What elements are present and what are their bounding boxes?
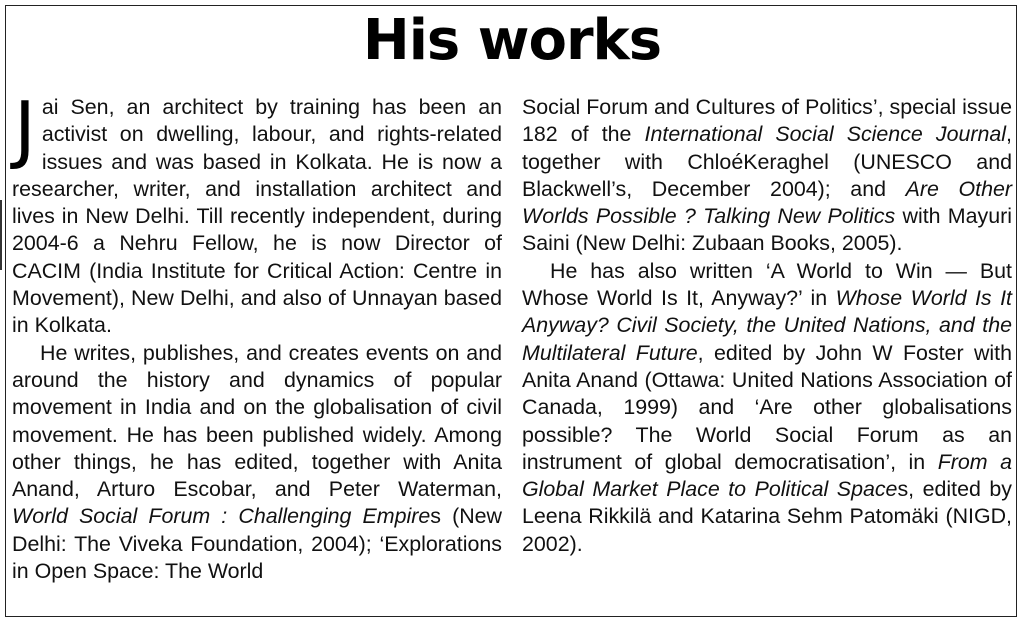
book-title-other-worlds: Are Other Worlds Possible ? Talking New Politics <box>522 176 1012 229</box>
book-title-wsf: World Social Forum : Challenging Empire <box>12 504 431 529</box>
publications-cont-text: Social Forum and Cultures of Politics’, special issue 182 of the <box>522 95 1012 147</box>
book-title-global-market: From a Global Market Place to Political Space <box>522 449 1012 502</box>
publications-text: He writes, publishes, and creates events on and around the history and dynamics of popular movement in India and on the globalisation of civil movement. He has been published widely. Among other things, he has edited, together with Anita Anand, Arturo Escobar, and Peter Waterman, <box>12 340 502 502</box>
publications-cont-text-3: with Mayuri Saini (New Delhi: Zubaan Books, 2005). <box>522 204 1012 256</box>
writings-text-3: s, edited by Leena Rikkilä and Katarina Sehm Patomäki (NIGD, 2002). <box>522 477 1012 556</box>
drop-cap: J <box>14 86 36 172</box>
publications-cont-text-2: , together with ChloéKeraghel (UNESCO and Blackwell’s, December 2004); and <box>522 122 1012 201</box>
publications-text-cont: s (New Delhi: The Viveka Foundation, 2004); ‘Explorations in Open Space: The World <box>12 504 502 584</box>
paragraph-writings <box>522 258 1012 558</box>
paragraph-publications <box>12 340 502 586</box>
writings-text-2: , edited by John W Foster with Anita Anand (Ottawa: United Nations Association of Canada, 1999) and ‘Are other globalisations possible? The World Social Forum as an instrument of global democratisation’, in <box>522 340 1012 474</box>
article-title: His works <box>362 8 662 73</box>
left-column <box>12 86 502 585</box>
journal-title: International Social Science Journal <box>644 122 1007 147</box>
right-column <box>522 94 1012 558</box>
writings-text: He has also written ‘A World to Win — But Whose World Is It, Anyway?’ in <box>522 258 1012 311</box>
page-edge-mark <box>0 200 2 270</box>
paragraph-intro <box>12 86 502 340</box>
paragraph-publications-cont <box>522 94 1012 258</box>
intro-text: ai Sen, an architect by training has been an activist on dwelling, labour, and rights-related issues and was based in Kolkata. He is now a researcher, writer, and installation architect and lives in New Delhi. Till recently independent, during 2004-6 a Nehru Fellow, he is now Director of CACIM (India Institute for Critical Action: Centre in Movement), New Delhi, and also of Unnayan based in Kolkata. <box>12 95 502 338</box>
book-title-whose-world: Whose World Is It Anyway? Civil Society, the United Nations, and the Multilateral Future <box>522 286 1012 365</box>
